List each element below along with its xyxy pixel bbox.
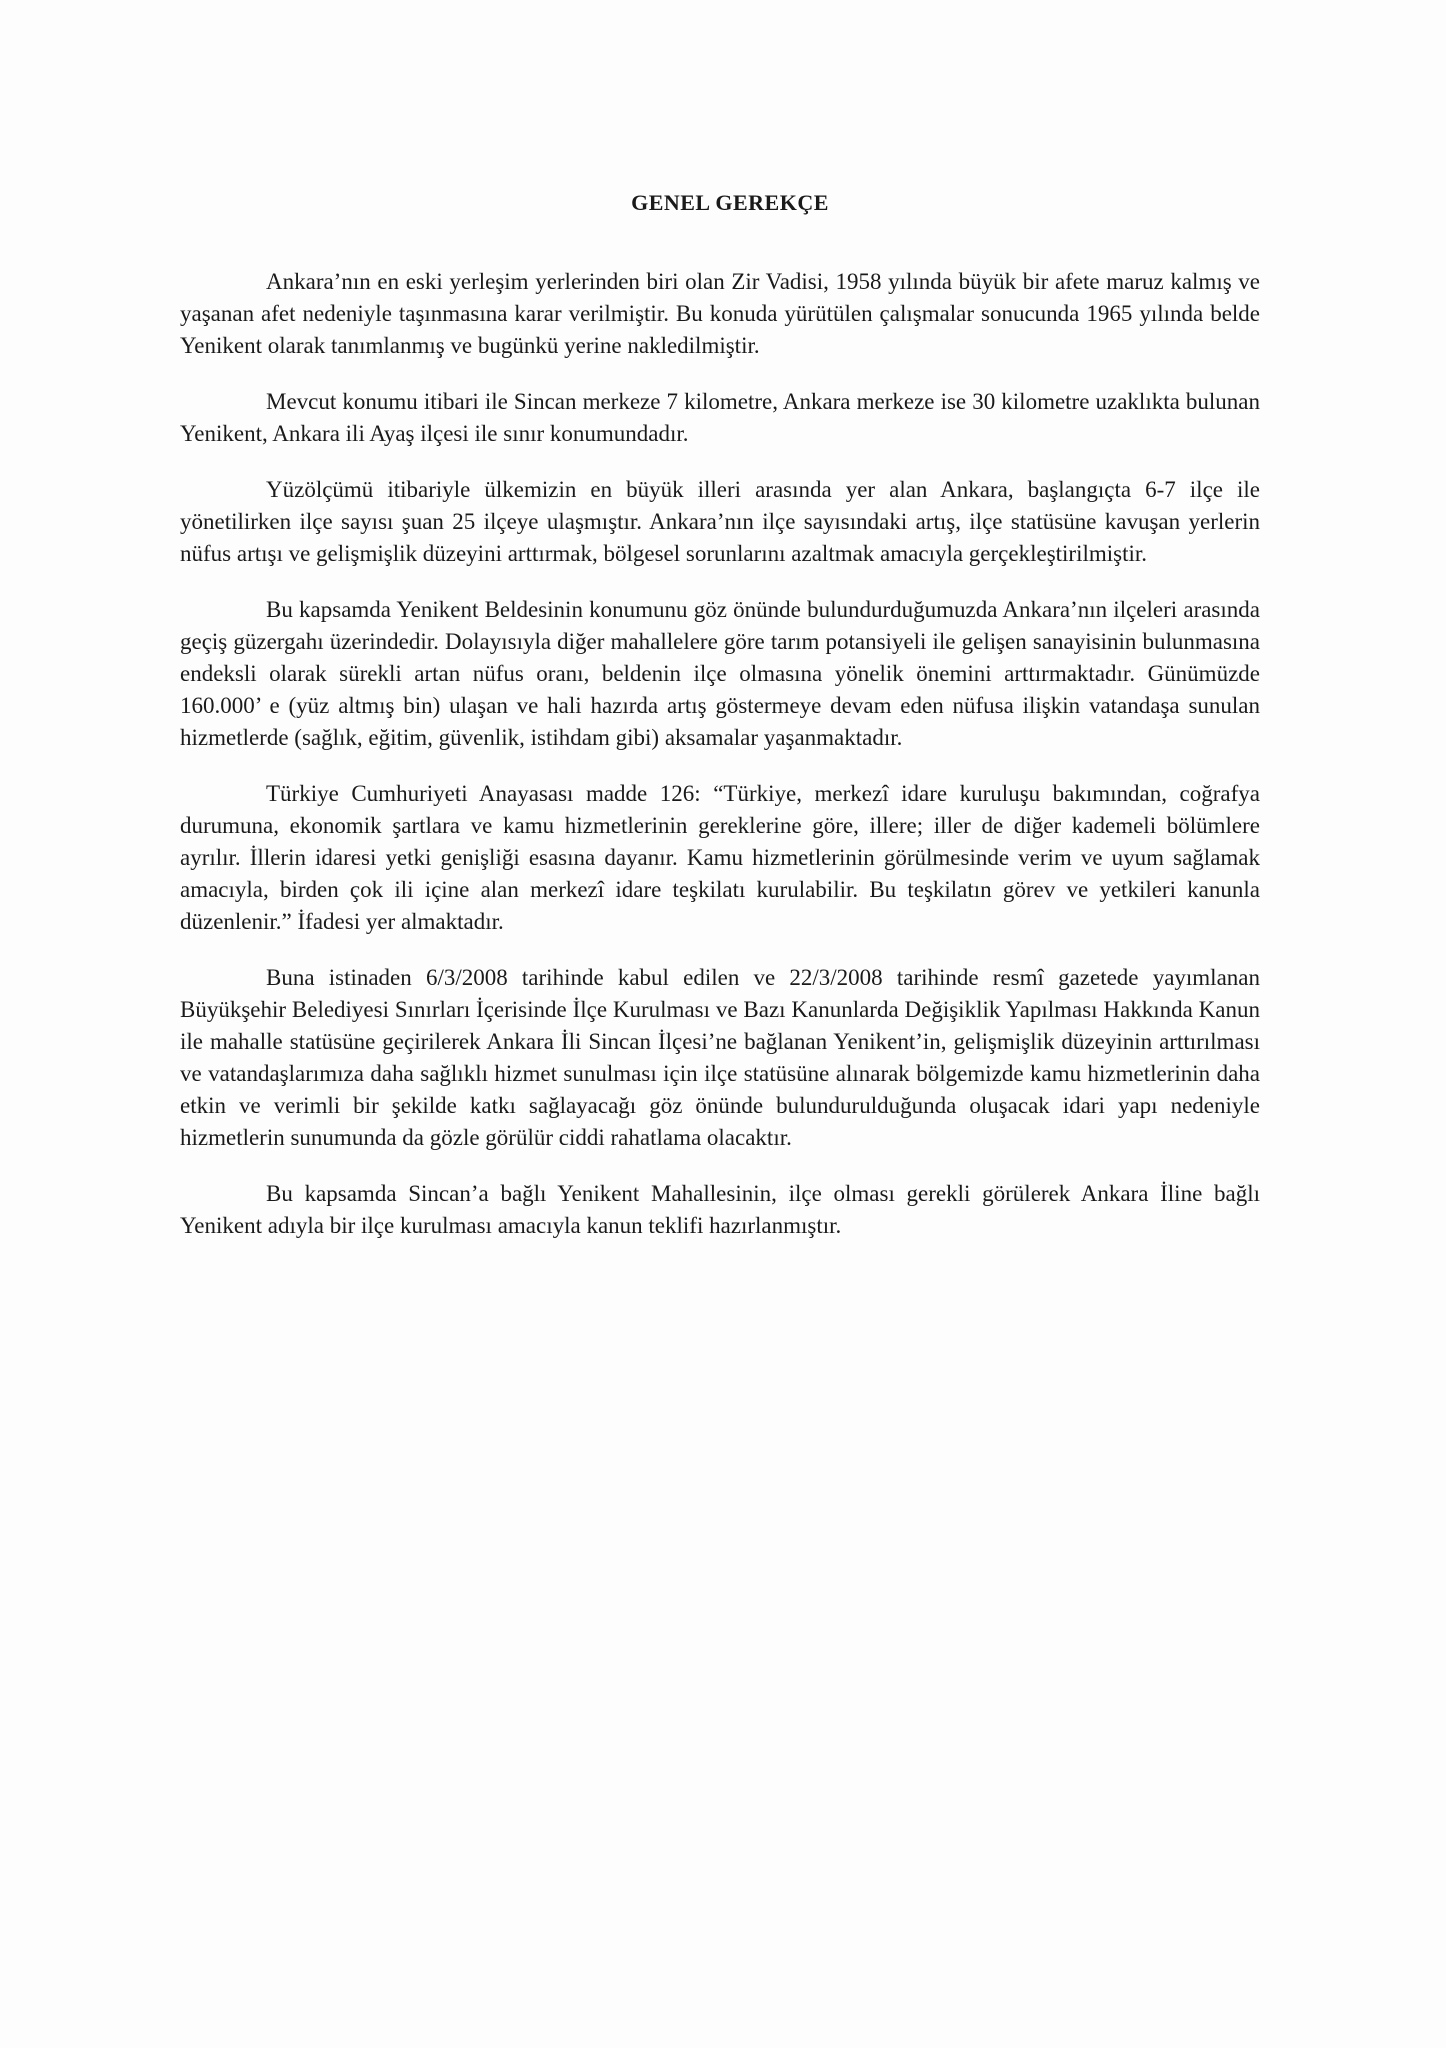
paragraph-7: Bu kapsamda Sincan’a bağlı Yenikent Mahallesinin, ilçe olması gerekli görülerek Ankara İline bağlı Yenikent adıyla bir ilçe kurulması amacıyla kanun teklifi hazırlanmıştır.	[180, 1181, 1260, 1238]
paragraph-5: Türkiye Cumhuriyeti Anayasası madde 126: “Türkiye, merkezî idare kuruluşu bakımından, coğrafya durumuna, ekonomik şartlara ve kamu hizmetlerinin gereklerine göre, illere; iller de diğer kademeli bölümlere ayrılır. İllerin idaresi yetki genişliği esasına dayanır. Kamu hizmetlerinin görülmesinde verim ve uyum sağlamak amacıyla, birden çok ili içine alan merkezî idare teşkilatı kurulabilir. Bu teşkilatın görev ve yetkileri kanunla düzenlenir.” İfadesi yer almaktadır.	[180, 781, 1260, 934]
paragraph-1: Ankara’nın en eski yerleşim yerlerinden biri olan Zir Vadisi, 1958 yılında büyük bir afete maruz kalmış ve yaşanan afet nedeniyle taşınmasına karar verilmiştir. Bu konuda yürütülen çalışmalar sonucunda 1965 yılında belde Yenikent olarak tanımlanmış ve bugünkü yerine nakledilmiştir.	[180, 269, 1260, 358]
document-title: GENEL GEREKÇE	[631, 190, 829, 215]
paragraph-4: Bu kapsamda Yenikent Beldesinin konumunu göz önünde bulundurduğumuzda Ankara’nın ilçeleri arasında geçiş güzergahı üzerindedir. Dolayısıyla diğer mahallelere göre tarım potansiyeli ile gelişen sanayisinin bulunmasına endeksli olarak sürekli artan nüfus oranı, beldenin ilçe olmasına yönelik önemini arttırmaktadır. Günümüzde 160.000’ e (yüz altmış bin) ulaşan ve hali hazırda artış göstermeye devam eden nüfusa ilişkin vatandaşa sunulan hizmetlerde (sağlık, eğitim, güvenlik, istihdam gibi) aksamalar yaşanmaktadır.	[180, 597, 1260, 750]
paragraph-6: Buna istinaden 6/3/2008 tarihinde kabul edilen ve 22/3/2008 tarihinde resmî gazetede yayımlanan Büyükşehir Belediyesi Sınırları İçerisinde İlçe Kurulması ve Bazı Kanunlarda Değişiklik Yapılması Hakkında Kanun ile mahalle statüsüne geçirilerek Ankara İli Sincan İlçesi’ne bağlanan Yenikent’in, gelişmişlik düzeyinin arttırılması ve vatandaşlarımıza daha sağlıklı hizmet sunulması için ilçe statüsüne alınarak bölgemizde kamu hizmetlerinin daha etkin ve verimli bir şekilde katkı sağlayacağı göz önünde bulundurulduğunda oluşacak idari yapı nedeniyle hizmetlerin sunumunda da gözle görülür ciddi rahatlama olacaktır.	[180, 965, 1260, 1150]
paragraph-3: Yüzölçümü itibariyle ülkemizin en büyük illeri arasında yer alan Ankara, başlangıçta 6-7 ilçe ile yönetilirken ilçe sayısı şuan 25 ilçeye ulaşmıştır. Ankara’nın ilçe sayısındaki artış, ilçe statüsüne kavuşan yerlerin nüfus artışı ve gelişmişlik düzeyini arttırmak, bölgesel sorunlarını azaltmak amacıyla gerçekleştirilmiştir.	[180, 477, 1260, 566]
paragraph-2: Mevcut konumu itibari ile Sincan merkeze 7 kilometre, Ankara merkeze ise 30 kilometre uzaklıkta bulunan Yenikent, Ankara ili Ayaş ilçesi ile sınır konumundadır.	[180, 389, 1260, 446]
